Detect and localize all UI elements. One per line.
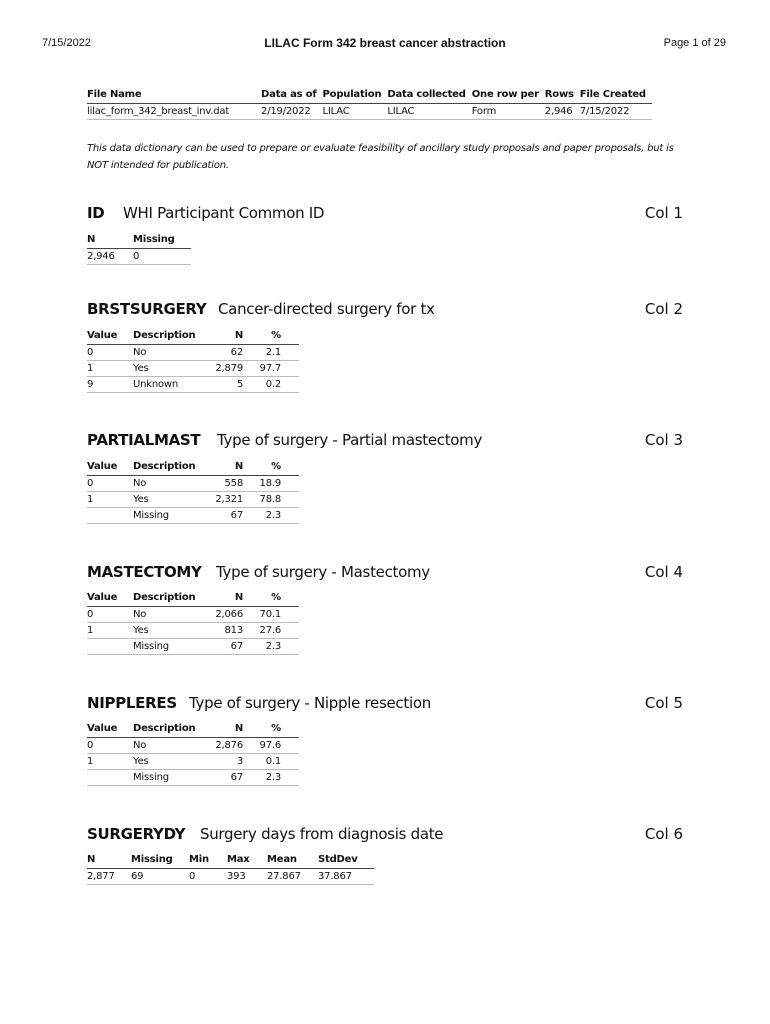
table-cell: 1 [87,361,133,377]
table-cell: 2,321 [205,492,251,508]
variable-stats-table-surgerydy [87,854,374,885]
table-cell: 2.1 [251,345,299,361]
file-info-header: Population [323,89,388,104]
table-row [87,508,299,524]
column-header: Min [189,854,227,869]
file-info-table [87,89,652,120]
table-cell: 18.9 [251,476,299,492]
table-cell: 67 [205,770,251,786]
file-info-value: LILAC [387,104,471,120]
table-cell: 27.6 [251,623,299,639]
table-cell: 1 [87,623,133,639]
table-row [87,738,299,754]
column-header: N [87,234,133,249]
column-header: Value [87,461,133,476]
column-header: Missing [131,854,189,869]
table-cell: 5 [205,377,251,393]
variable-name: BRSTSURGERY [87,300,207,318]
variable-name: NIPPLERES [87,694,177,712]
table-cell: Yes [133,754,205,770]
variable-values-table-brstsurgery [87,330,299,393]
column-header: Description [133,330,205,345]
file-info-header: Data collected [387,89,471,104]
column-header: % [251,330,299,345]
variable-values-table-mastectomy [87,592,299,655]
variable-heading-nippleres [87,694,683,718]
table-cell: 70.1 [251,607,299,623]
column-header: N [205,592,251,607]
page-date: 7/15/2022 [42,37,91,49]
variable-name: SURGERYDY [87,825,186,843]
column-header: N [205,330,251,345]
table-cell: 97.6 [251,738,299,754]
variable-column: Col 6 [644,825,683,843]
column-header: % [251,461,299,476]
table-cell: 97.7 [251,361,299,377]
file-info-value: lilac_form_342_breast_inv.dat [87,104,261,120]
column-header: Value [87,723,133,738]
table-cell [87,639,133,655]
table-cell: 2,946 [87,249,133,265]
file-info-header: One row per [472,89,545,104]
variable-stats-table-id [87,234,191,265]
variable-name: MASTECTOMY [87,563,202,581]
table-cell: 2,877 [87,869,131,885]
table-cell: 813 [205,623,251,639]
table-row [87,770,299,786]
variable-name: ID [87,204,105,222]
table-row [87,492,299,508]
table-cell: 67 [205,639,251,655]
table-row [87,623,299,639]
table-cell: No [133,738,205,754]
column-header: Description [133,461,205,476]
variable-description: Surgery days from diagnosis date [200,825,444,843]
column-header: Max [227,854,267,869]
variable-column: Col 1 [644,204,683,222]
table-cell: 2,066 [205,607,251,623]
column-header: N [87,854,131,869]
table-cell: No [133,607,205,623]
disclaimer-note: This data dictionary can be used to prepare or evaluate feasibility of ancillary study proposals and paper proposals, but is NOT intended for publication. [87,143,674,171]
column-header: Value [87,592,133,607]
table-cell: 3 [205,754,251,770]
table-row [87,869,374,885]
table-cell: 0 [87,738,133,754]
variable-heading-partialmast [87,431,683,455]
file-info-value: 7/15/2022 [580,104,652,120]
table-cell: 558 [205,476,251,492]
file-info-value: 2/19/2022 [261,104,322,120]
table-cell: 27.867 [267,869,318,885]
table-cell: 69 [131,869,189,885]
column-header: Mean [267,854,318,869]
table-cell: Yes [133,623,205,639]
table-cell: No [133,345,205,361]
variable-values-table-partialmast [87,461,299,524]
column-header: Description [133,723,205,738]
table-cell: 2,879 [205,361,251,377]
table-cell: 1 [87,492,133,508]
column-header: N [205,461,251,476]
table-cell [87,770,133,786]
table-row [87,249,191,265]
table-row [87,754,299,770]
variable-name: PARTIALMAST [87,431,201,449]
table-cell: 0 [189,869,227,885]
table-cell: 393 [227,869,267,885]
table-cell [87,508,133,524]
table-cell: Missing [133,639,205,655]
table-cell: No [133,476,205,492]
column-header: Description [133,592,205,607]
column-header: Missing [133,234,191,249]
page-title: LILAC Form 342 breast cancer abstraction [264,36,506,50]
variable-heading-surgerydy [87,825,683,849]
variable-description: Type of surgery - Nipple resection [189,694,431,712]
column-header: Value [87,330,133,345]
column-header: % [251,592,299,607]
table-cell: 2.3 [251,639,299,655]
table-cell: 0.2 [251,377,299,393]
table-cell: 78.8 [251,492,299,508]
table-cell: 0 [87,345,133,361]
table-cell: 2.3 [251,508,299,524]
file-info-value: 2,946 [545,104,580,120]
table-cell: 0 [87,476,133,492]
table-cell: 37.867 [318,869,374,885]
table-cell: Unknown [133,377,205,393]
variable-values-table-nippleres [87,723,299,786]
table-cell: 0.1 [251,754,299,770]
variable-column: Col 2 [644,300,683,318]
file-info-value: Form [472,104,545,120]
table-row [87,361,299,377]
page-number: Page 1 of 29 [663,37,726,49]
variable-column: Col 4 [644,563,683,581]
file-info-header: Data as of [261,89,322,104]
variable-description: Cancer-directed surgery for tx [218,300,435,318]
column-header: StdDev [318,854,374,869]
table-cell: 9 [87,377,133,393]
table-cell: Missing [133,508,205,524]
file-info-header: Rows [545,89,580,104]
variable-column: Col 5 [644,694,683,712]
variable-description: Type of surgery - Mastectomy [216,563,430,581]
table-cell: 2.3 [251,770,299,786]
variable-heading-id [87,204,683,228]
file-info-header: File Created [580,89,652,104]
table-cell: 2,876 [205,738,251,754]
column-header: % [251,723,299,738]
table-cell: 0 [87,607,133,623]
table-row [87,377,299,393]
table-row [87,639,299,655]
table-cell: Yes [133,492,205,508]
table-cell: 62 [205,345,251,361]
table-row [87,476,299,492]
file-info-value: LILAC [323,104,388,120]
variable-description: WHI Participant Common ID [123,204,325,222]
table-cell: 1 [87,754,133,770]
column-header: N [205,723,251,738]
file-info-header: File Name [87,89,261,104]
table-row [87,607,299,623]
variable-heading-brstsurgery [87,300,683,324]
table-row [87,345,299,361]
table-cell: 0 [133,249,191,265]
variable-column: Col 3 [644,431,683,449]
table-cell: Yes [133,361,205,377]
table-cell: 67 [205,508,251,524]
table-cell: Missing [133,770,205,786]
variable-heading-mastectomy [87,563,683,587]
variable-description: Type of surgery - Partial mastectomy [217,431,483,449]
